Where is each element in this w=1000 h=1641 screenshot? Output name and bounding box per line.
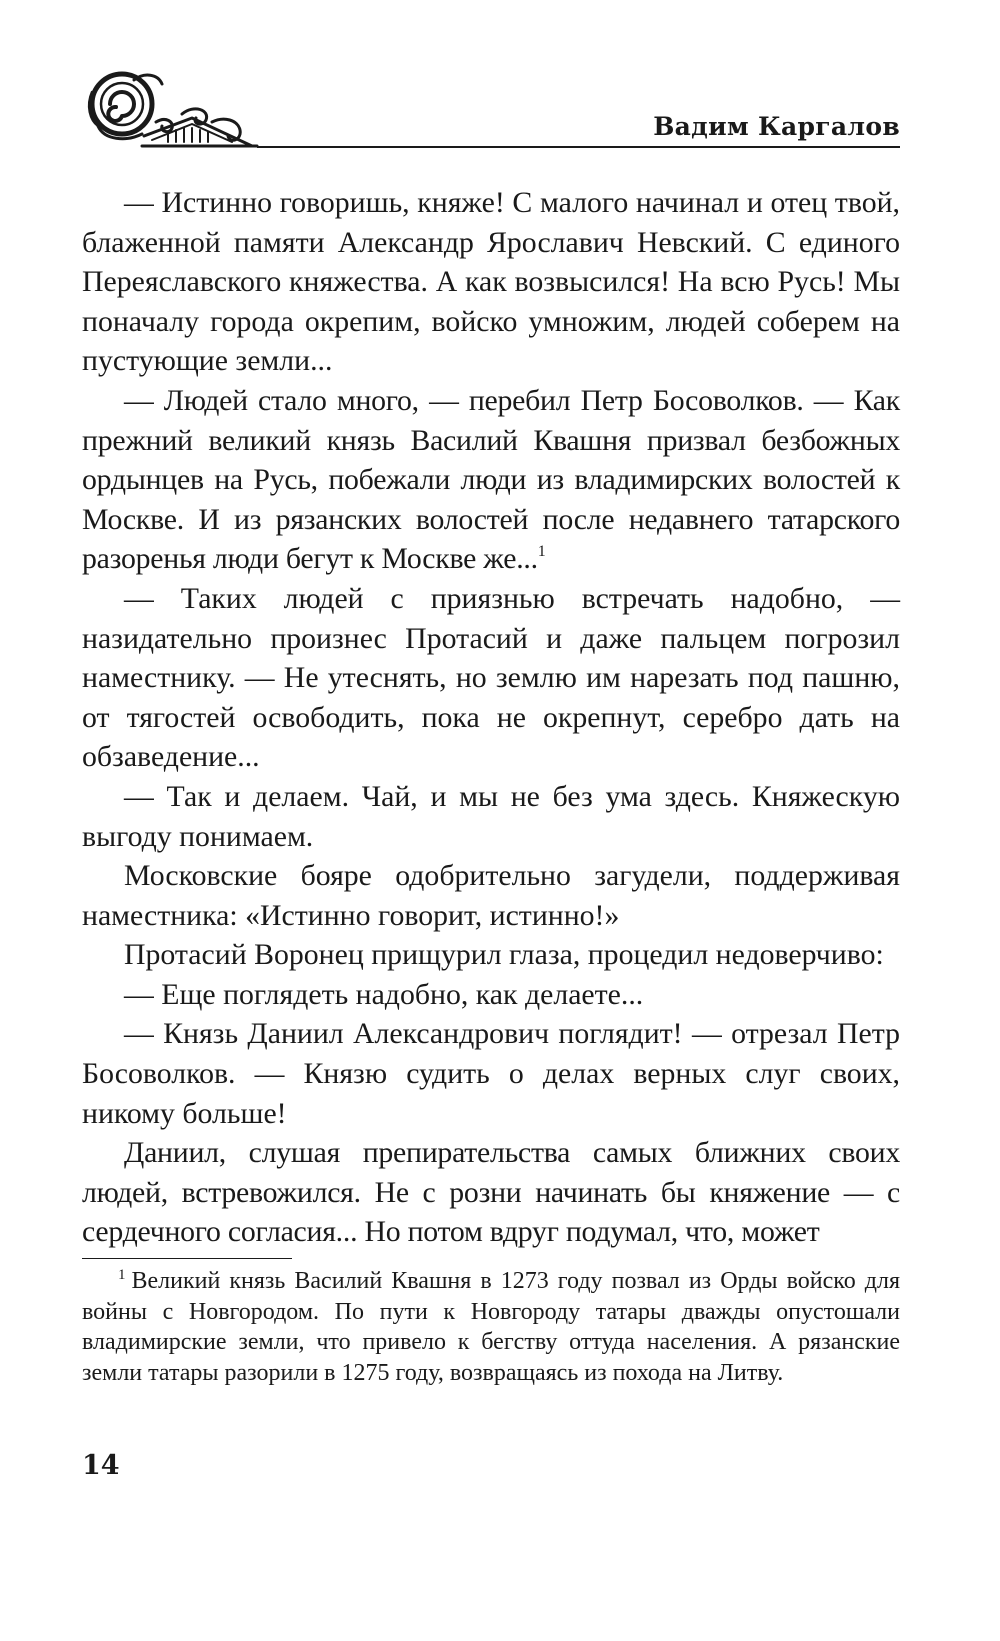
- paragraph: Московские бояре одобрительно загудели, поддерживая наместника: «Истинно говорит, истинно!»: [82, 859, 900, 932]
- page-number: 14: [82, 1450, 120, 1481]
- running-head-author: Вадим Каргалов: [653, 112, 900, 141]
- header-rule: [257, 146, 900, 148]
- footnote-text: Великий князь Василий Квашня в 1273 году позвал из Орды войско для войны с Новгородом. По пути к Новгороду татары дважды опустошали владимирские земли, что привело к бегству оттуда населения. А рязанские земли татары разорили в 1275 году, возвращаясь из похода на Литву.: [82, 1268, 900, 1386]
- ornament-scroll-icon: [82, 62, 262, 152]
- paragraph: Протасий Воронец прищурил глаза, процедил недоверчиво:: [124, 938, 884, 972]
- paragraph: [82, 381, 900, 579]
- page-header: [82, 62, 900, 152]
- paragraph: — Еще поглядеть надобно, как делаете...: [124, 977, 644, 1011]
- paragraph-text: — Людей стало много, — перебил Петр Босоволков. — Как прежний великий князь Василий Квашня призвал безбожных ордынцев на Русь, побежали люди из владимирских волостей к Москве. И из рязанских волостей после недавнего татарского разоренья люди бегут к Москве же...: [82, 383, 900, 576]
- footnote-rule: [82, 1258, 292, 1259]
- paragraph: — Так и делаем. Чай, и мы не без ума здесь. Княжескую выгоду понимаем.: [82, 779, 900, 853]
- paragraph: — Таких людей с приязнью встречать надобно, — назидательно произнес Протасий и даже пальцем погрозил наместнику. — Не утеснять, но землю им нарезать под пашню, от тягостей освободить, пока не окрепнут, серебро дать на обзаведение...: [82, 581, 900, 774]
- paragraph: Даниил, слушая препирательства самых ближних своих людей, встревожился. Не с розни начинать бы княжение — с сердечного согласия... Но потом вдруг подумал, что, может: [82, 1136, 900, 1249]
- paragraph: — Князь Даниил Александрович поглядит! — отрезал Петр Босоволков. — Князю судить о делах верных слуг своих, никому больше!: [82, 1017, 900, 1130]
- paragraph: — Истинно говоришь, княже! С малого начинал и отец твой, блаженной памяти Александр Ярославич Невский. С единого Переяславского княжества. А как возвысился! На всю Русь! Мы поначалу города окрепим, войско умножим, людей соберем на пустующие земли...: [82, 186, 900, 378]
- footnote-ref: 1: [537, 543, 546, 561]
- body-text: [82, 183, 900, 1252]
- footnote-number: 1: [118, 1267, 126, 1283]
- footnote: [82, 1266, 900, 1388]
